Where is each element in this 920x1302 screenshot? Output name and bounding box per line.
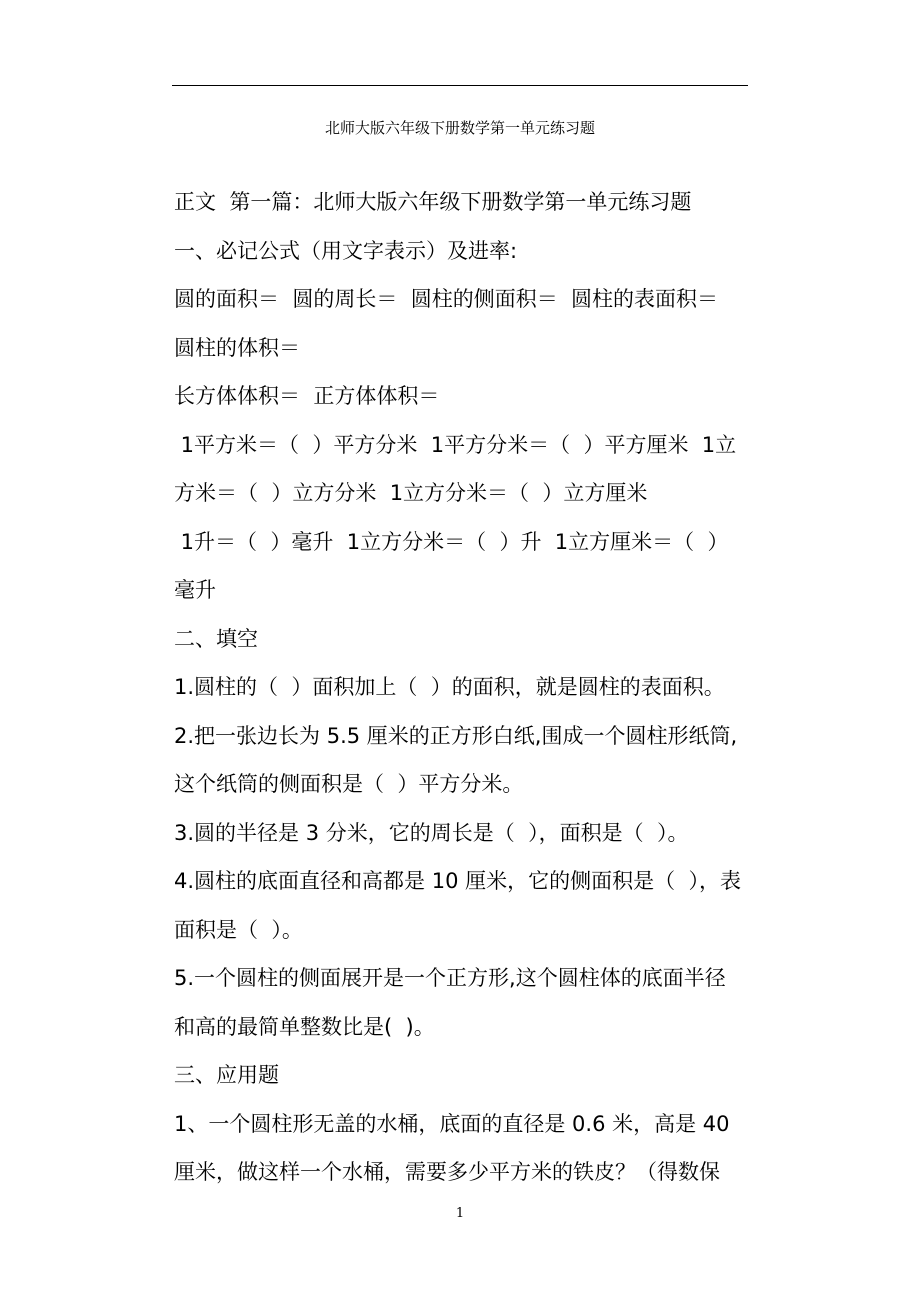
line-formulas-cuboid: 长方体体积＝ 正方体体积＝ xyxy=(174,384,440,408)
line-conversion-4: 毫升 xyxy=(174,578,216,602)
line-application-1b: 厘米，做这样一个水桶，需要多少平方米的铁皮？（得数保 xyxy=(174,1160,720,1184)
line-application-1a: 1、一个圆柱形无盖的水桶，底面的直径是 0.6 米，高是 40 xyxy=(174,1112,730,1136)
line-heading-main: 正文 第一篇：北师大版六年级下册数学第一单元练习题 xyxy=(174,190,692,214)
header-title: 北师大版六年级下册数学第一单元练习题 xyxy=(324,119,595,137)
line-question-2b: 这个纸筒的侧面积是（ ）平方分米。 xyxy=(174,772,524,796)
line-question-5b: 和高的最简单整数比是( )。 xyxy=(174,1015,435,1039)
line-conversion-1: 1平方米＝（ ）平方分米 1平方分米＝（ ）平方厘米 1立 xyxy=(174,433,737,457)
line-question-4a: 4.圆柱的底面直径和高都是 10 厘米，它的侧面积是（ ），表 xyxy=(174,869,741,893)
header-rule xyxy=(172,85,748,86)
line-formulas-cylinder-volume: 圆柱的体积＝ xyxy=(174,336,300,360)
line-question-4b: 面积是（ ）。 xyxy=(174,918,303,942)
line-section-fill-blank: 二、填空 xyxy=(174,627,258,651)
line-conversion-2: 方米＝（ ）立方分米 1立方分米＝（ ）立方厘米 xyxy=(174,481,648,505)
page-number: 1 xyxy=(455,1206,465,1221)
line-question-2a: 2.把一张边长为 5.5 厘米的正方形白纸,围成一个圆柱形纸筒, xyxy=(174,724,738,748)
line-question-1: 1.圆柱的（ ）面积加上（ ）的面积，就是圆柱的表面积。 xyxy=(174,675,725,699)
line-formulas-circle: 圆的面积＝ 圆的周长＝ 圆柱的侧面积＝ 圆柱的表面积＝ xyxy=(174,287,719,311)
line-section-formulas: 一、必记公式（用文字表示）及进率: xyxy=(174,239,518,263)
line-conversion-3: 1升＝（ ）毫升 1立方分米＝（ ）升 1立方厘米＝（ ） xyxy=(174,530,729,554)
line-section-application: 三、应用题 xyxy=(174,1063,279,1087)
line-question-3: 3.圆的半径是 3 分米，它的周长是（ ），面积是（ ）。 xyxy=(174,821,689,845)
line-question-5a: 5.一个圆柱的侧面展开是一个正方形,这个圆柱体的底面半径 xyxy=(174,966,726,990)
